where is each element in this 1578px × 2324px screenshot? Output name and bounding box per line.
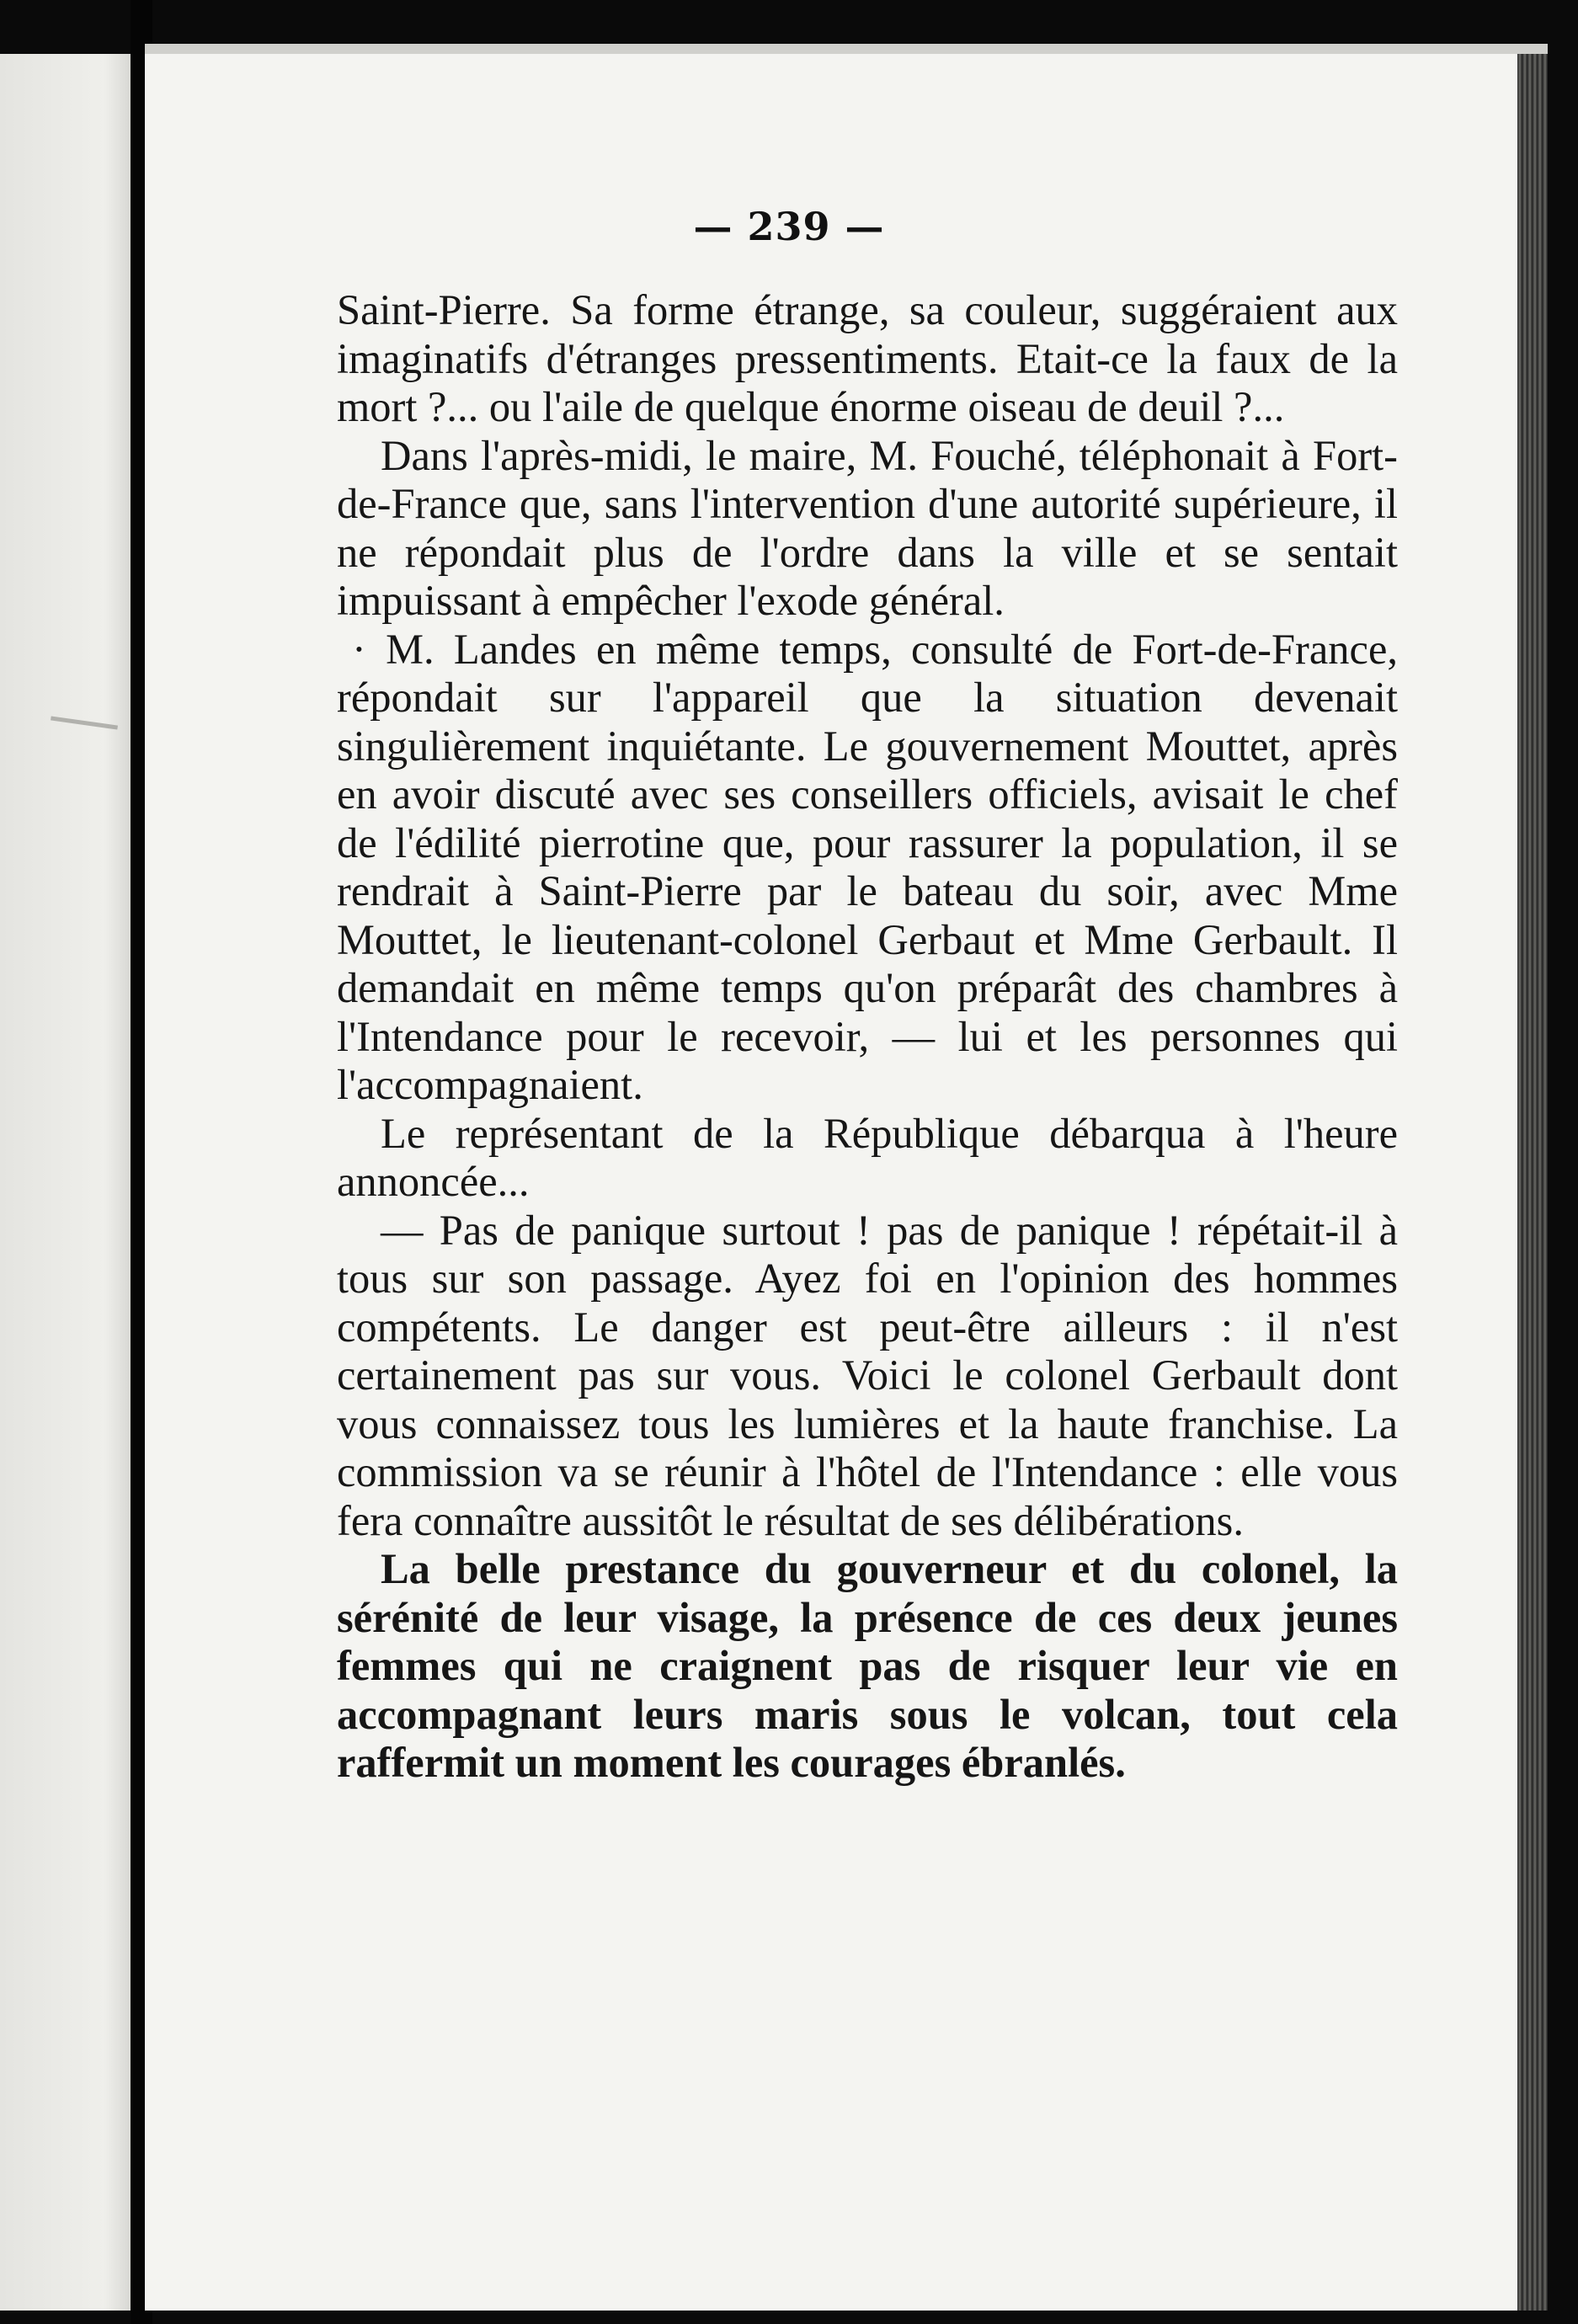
page-number: — 239 — [693, 204, 885, 249]
paragraph: Le représentant de la République débarqua à l'heure annoncée... [337, 1109, 1398, 1205]
paragraph: — Pas de panique surtout ! pas de panique ! répétait-il à tous sur son passage. Ayez foi en l'opinion des hommes compétents. Le danger est peut-être ailleurs : il n'est certainement pas sur vous. Voici le colonel Gerbault dont vous connaissez tous les lumières et la haute franchise. La commission va se réunir à l'hôtel de l'Intendance : elle vous fera connaître aussitôt le résultat de ses délibérations. [337, 1206, 1398, 1544]
page-body-text [337, 286, 1398, 1788]
page-stack-edge [1517, 54, 1548, 2311]
paragraph: · M. Landes en même temps, consulté de Fort-de-France, répondait sur l'appareil que la situation devenait singulièrement inquiétante. Le gouvernement Mouttet, après en avoir discuté avec ses conseillers officiels, avisait le chef de l'édilité pierrotine que, pour rassurer la population, il se rendrait à Saint-Pierre par le bateau du soir, avec Mme Mouttet, le lieutenant-colonel Gerbaut et Mme Gerbault. Il demandait en même temps qu'on préparât des chambres à l'Intendance pour le recevoir, — lui et les personnes qui l'accompagnaient. [337, 625, 1398, 1108]
paragraph: La belle prestance du gouverneur et du colonel, la sérénité de leur visage, la présence de ces deux jeunes femmes qui ne craignent pas de risquer leur vie en accompagnant leurs maris sous le volcan, tout cela raffermit un moment les courages ébranlés. [337, 1545, 1398, 1786]
previous-page-edge [0, 54, 131, 2311]
paragraph: Saint-Pierre. Sa forme étrange, sa couleur, suggéraient aux imaginatifs d'étranges pressentiments. Etait-ce la faux de la mort ?... ou l'aile de quelque énorme oiseau de deuil ?... [337, 286, 1398, 430]
paragraph: Dans l'après-midi, le maire, M. Fouché, téléphonait à Fort-de-France que, sans l'intervention d'une autorité supérieure, il ne répondait plus de l'ordre dans la ville et se sentait impuissant à empêcher l'exode général. [337, 431, 1398, 624]
